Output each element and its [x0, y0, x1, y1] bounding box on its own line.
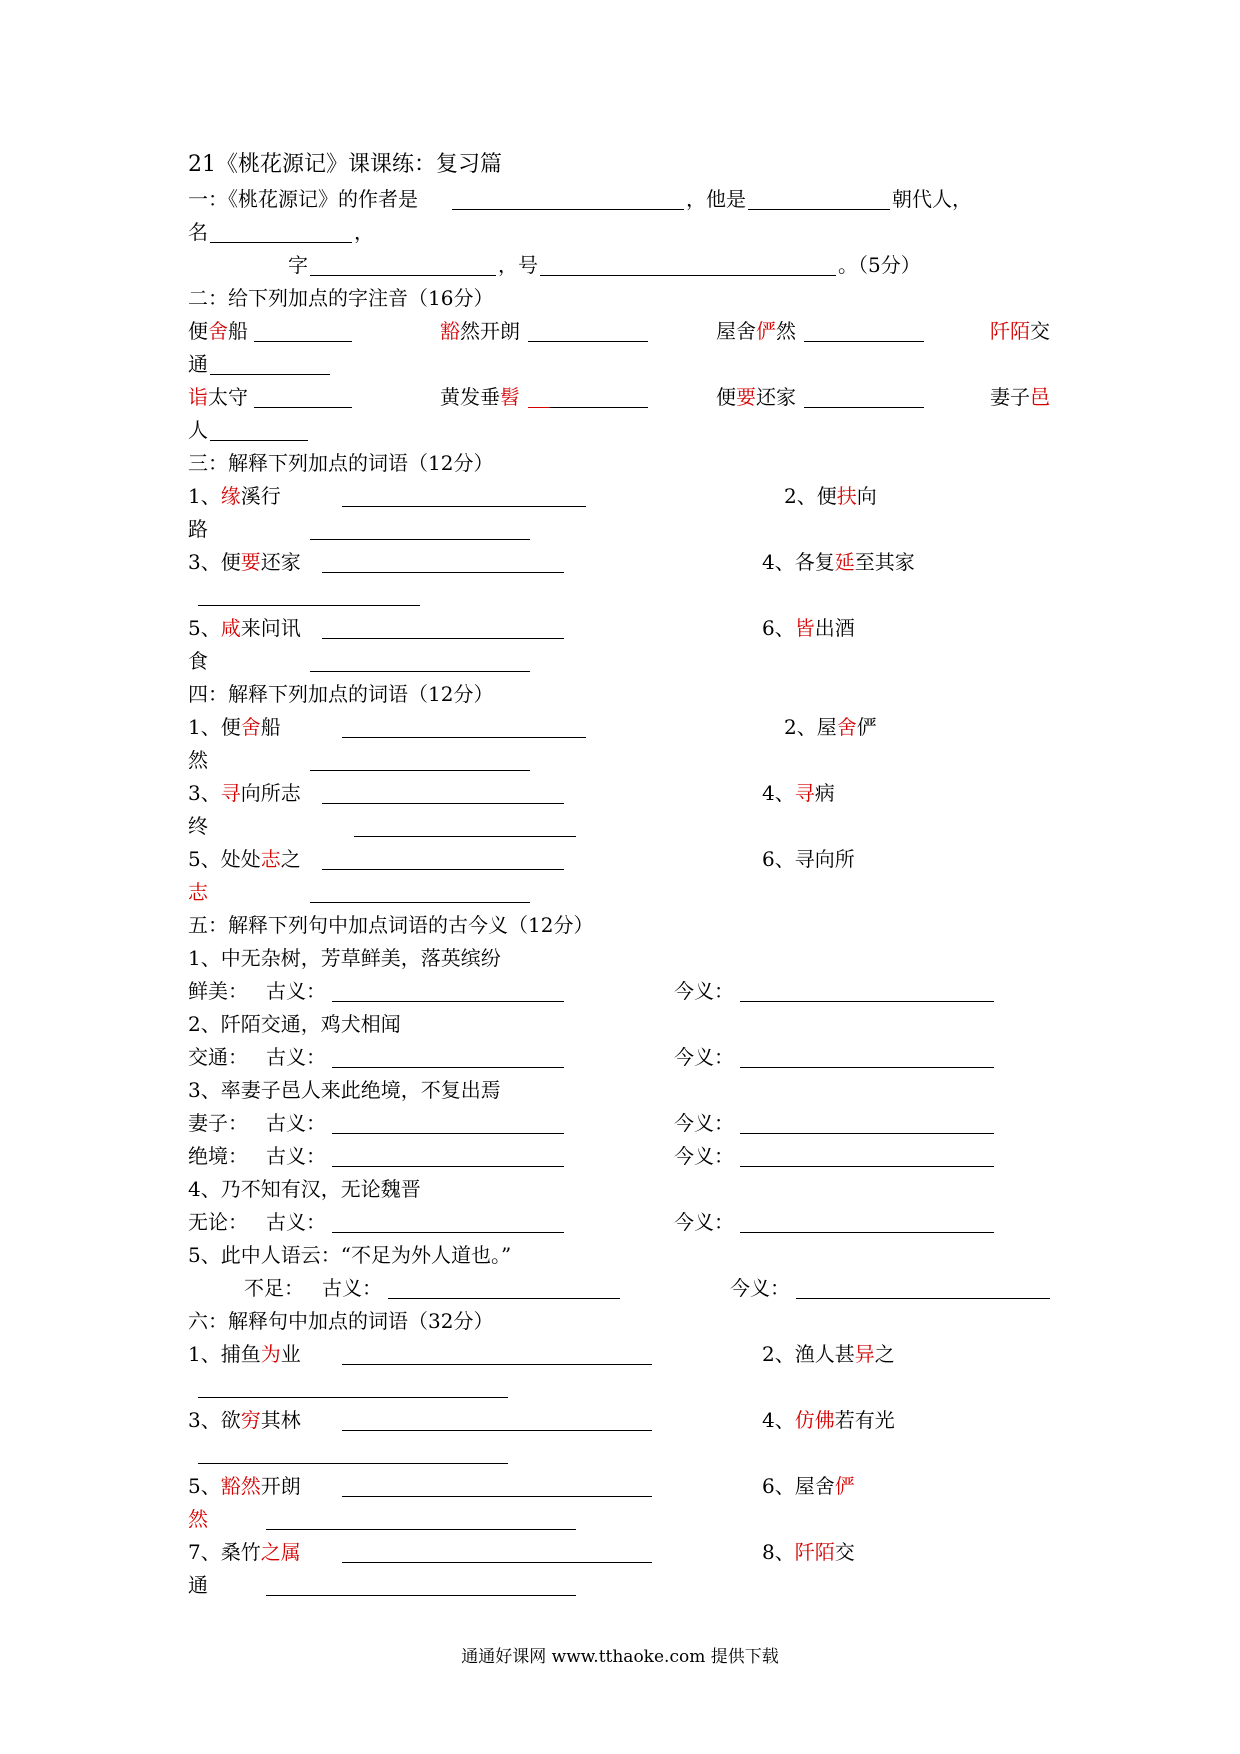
- s4-item-cont: 志: [188, 880, 208, 904]
- s6-item: 8、阡陌交: [762, 1540, 855, 1564]
- s5-gu-blank[interactable]: [332, 1001, 564, 1002]
- s5-sentence: 5、此中人语云：“不足为外人道也。”: [188, 1243, 512, 1267]
- s1-name-blank[interactable]: [210, 242, 352, 243]
- s3-blank[interactable]: [322, 572, 564, 573]
- s5-sentence: 2、阡陌交通，鸡犬相闻: [188, 1012, 401, 1036]
- s4-item-cont: 然: [188, 748, 208, 772]
- s1-author-blank[interactable]: [452, 209, 684, 210]
- s6-heading: 六：解释句中加点的词语（32分）: [188, 1309, 494, 1333]
- s5-word: 妻子：: [188, 1111, 248, 1135]
- s6-item-cont: 通: [188, 1573, 208, 1597]
- s6-blank[interactable]: [266, 1595, 576, 1596]
- s5-jin-label: 今义：: [730, 1276, 790, 1300]
- s1-zi-blank[interactable]: [310, 275, 496, 276]
- s3-item: 4、各复延至其家: [762, 550, 915, 574]
- s2-blank[interactable]: [254, 407, 352, 408]
- s5-jin-label: 今义：: [674, 1210, 734, 1234]
- s6-item: 2、渔人甚异之: [762, 1342, 895, 1366]
- s2-item: 屋舍俨然: [716, 319, 796, 343]
- s5-word: 绝境：: [188, 1144, 248, 1168]
- s5-gu-label: 古义：: [266, 979, 326, 1003]
- s1-comma: ，: [354, 220, 374, 244]
- s4-blank[interactable]: [322, 869, 564, 870]
- s3-blank[interactable]: [322, 638, 564, 639]
- s5-gu-label: 古义：: [266, 1144, 326, 1168]
- s5-jin-label: 今义：: [674, 979, 734, 1003]
- s3-item-cont: 食: [188, 649, 208, 673]
- s3-blank[interactable]: [342, 506, 586, 507]
- s3-item: 3、便要还家: [188, 550, 301, 574]
- s1-author-label: 一：《桃花源记》的作者是: [188, 187, 418, 211]
- page-title: 21《桃花源记》课课练：复习篇: [188, 152, 502, 177]
- s4-heading: 四：解释下列加点的词语（12分）: [188, 682, 494, 706]
- s5-gu-label: 古义：: [266, 1210, 326, 1234]
- s2-blank[interactable]: [804, 341, 924, 342]
- s6-item: 1、捕鱼为业: [188, 1342, 301, 1366]
- s2-blank[interactable]: [210, 374, 330, 375]
- s3-item: 6、皆出酒: [762, 616, 855, 640]
- s4-blank[interactable]: [354, 836, 576, 837]
- s2-item: 便舍船: [188, 319, 248, 343]
- s4-blank[interactable]: [322, 803, 564, 804]
- s4-blank[interactable]: [310, 770, 530, 771]
- s2-heading: 二：给下列加点的字注音（16分）: [188, 286, 494, 310]
- s2-blank[interactable]: [210, 440, 308, 441]
- s5-jin-blank[interactable]: [796, 1298, 1050, 1299]
- s5-gu-label: 古义：: [266, 1111, 326, 1135]
- s5-word: 鲜美：: [188, 979, 248, 1003]
- s4-blank[interactable]: [342, 737, 586, 738]
- s6-item-cont: 然: [188, 1507, 208, 1531]
- s1-name-label: 名: [188, 220, 208, 244]
- s6-blank[interactable]: [342, 1364, 652, 1365]
- s1-zi-label: 字: [288, 253, 308, 277]
- page-footer: 通通好课网 www.tthaoke.com 提供下载: [461, 1647, 779, 1667]
- s2-item: 诣太守: [188, 385, 248, 409]
- s1-hao-label: ，号: [498, 253, 538, 277]
- s6-blank[interactable]: [342, 1496, 652, 1497]
- s6-item: 7、桑竹之属: [188, 1540, 301, 1564]
- s1-dynasty-blank[interactable]: [748, 209, 890, 210]
- s2-item: 阡陌交: [990, 319, 1050, 343]
- s5-sentence: 4、乃不知有汉，无论魏晋: [188, 1177, 421, 1201]
- s5-word: 不足：: [244, 1276, 304, 1300]
- s2-blank-red-segment: [528, 407, 550, 408]
- s3-item: 1、缘溪行: [188, 484, 281, 508]
- s2-blank[interactable]: [528, 341, 648, 342]
- s5-jin-blank[interactable]: [740, 1067, 994, 1068]
- s3-heading: 三：解释下列加点的词语（12分）: [188, 451, 494, 475]
- s5-jin-blank[interactable]: [740, 1232, 994, 1233]
- s1-score: 。（5分）: [838, 253, 921, 277]
- s5-jin-blank[interactable]: [740, 1133, 994, 1134]
- s3-blank[interactable]: [310, 671, 530, 672]
- s4-item: 1、便舍船: [188, 715, 281, 739]
- s1-hao-blank[interactable]: [540, 275, 836, 276]
- s6-blank[interactable]: [198, 1463, 508, 1464]
- s5-sentence: 3、率妻子邑人来此绝境，不复出焉: [188, 1078, 501, 1102]
- s5-jin-label: 今义：: [674, 1045, 734, 1069]
- s5-gu-blank[interactable]: [332, 1133, 564, 1134]
- s6-blank[interactable]: [342, 1430, 652, 1431]
- s3-item: 5、咸来问讯: [188, 616, 301, 640]
- s6-blank[interactable]: [198, 1397, 508, 1398]
- s5-word: 无论：: [188, 1210, 248, 1234]
- s3-blank[interactable]: [310, 539, 530, 540]
- s5-gu-blank[interactable]: [332, 1232, 564, 1233]
- s4-blank[interactable]: [310, 902, 530, 903]
- s4-item: 6、寻向所: [762, 847, 855, 871]
- s3-item: 2、便扶向: [784, 484, 877, 508]
- s6-item: 4、仿佛若有光: [762, 1408, 895, 1432]
- s2-item: 妻子邑: [990, 385, 1050, 409]
- s5-heading: 五：解释下列句中加点词语的古今义（12分）: [188, 913, 594, 937]
- s5-jin-label: 今义：: [674, 1111, 734, 1135]
- s1-dynasty-label: 朝代人，: [892, 187, 972, 211]
- s1-he-label: ，他是: [686, 187, 746, 211]
- s6-blank[interactable]: [342, 1562, 652, 1563]
- s3-blank[interactable]: [198, 605, 420, 606]
- s4-item-cont: 终: [188, 814, 208, 838]
- s5-gu-blank[interactable]: [332, 1067, 564, 1068]
- s5-gu-blank[interactable]: [332, 1166, 564, 1167]
- s3-item-cont: 路: [188, 517, 208, 541]
- s4-item: 2、屋舍俨: [784, 715, 877, 739]
- s5-sentence: 1、中无杂树，芳草鲜美，落英缤纷: [188, 946, 501, 970]
- s5-gu-label: 古义：: [266, 1045, 326, 1069]
- s6-item: 6、屋舍俨: [762, 1474, 855, 1498]
- s2-item: 豁然开朗: [440, 319, 520, 343]
- s6-item: 3、欲穷其林: [188, 1408, 301, 1432]
- s5-word: 交通：: [188, 1045, 248, 1069]
- s2-item: 黄发垂髫: [440, 385, 520, 409]
- s2-item-cont: 通: [188, 352, 208, 376]
- s2-item: 便要还家: [716, 385, 796, 409]
- s4-item: 3、寻向所志: [188, 781, 301, 805]
- s2-item-cont: 人: [188, 418, 208, 442]
- s5-gu-label: 古义：: [322, 1276, 382, 1300]
- s4-item: 5、处处志之: [188, 847, 301, 871]
- s6-item: 5、豁然开朗: [188, 1474, 301, 1498]
- s5-gu-blank[interactable]: [388, 1298, 620, 1299]
- s2-blank[interactable]: [804, 407, 924, 408]
- s5-jin-blank[interactable]: [740, 1001, 994, 1002]
- s5-jin-label: 今义：: [674, 1144, 734, 1168]
- s2-blank[interactable]: [254, 341, 352, 342]
- s6-blank[interactable]: [266, 1529, 576, 1530]
- s4-item: 4、寻病: [762, 781, 835, 805]
- s5-jin-blank[interactable]: [740, 1166, 994, 1167]
